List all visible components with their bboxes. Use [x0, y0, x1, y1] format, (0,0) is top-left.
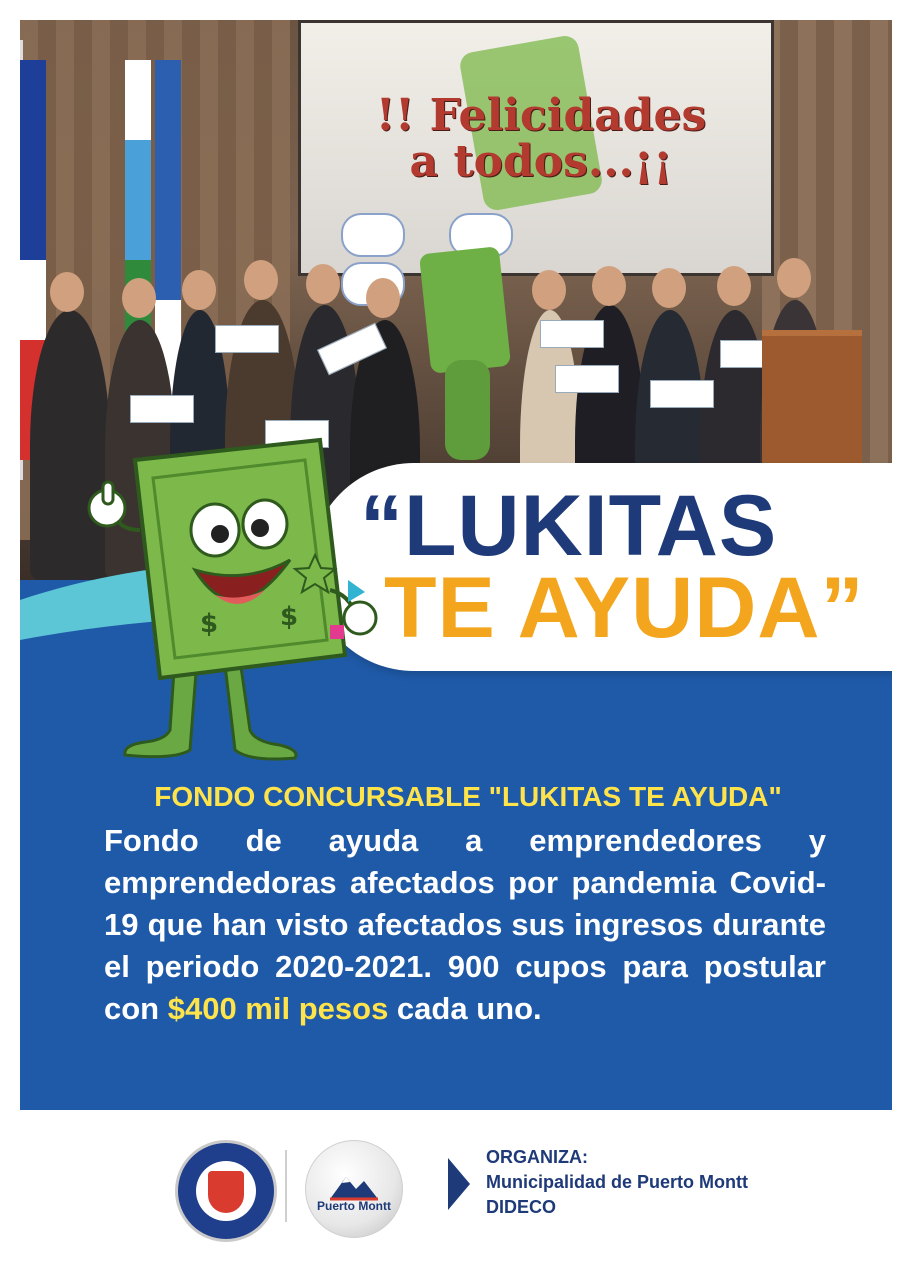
person-head — [182, 270, 216, 310]
headline-line2: TE AYUDA” — [384, 560, 865, 656]
person-head — [532, 270, 566, 310]
organizer-name: Municipalidad de Puerto Montt — [486, 1172, 748, 1192]
certificate — [650, 380, 714, 408]
organizer-department: DIDECO — [486, 1197, 557, 1217]
screen-greeting-line2: a todos...¡¡ — [409, 136, 673, 187]
logo-divider — [285, 1150, 287, 1222]
person-head — [652, 268, 686, 308]
footer — [0, 1120, 912, 1280]
puerto-montt-logo — [305, 1140, 403, 1238]
person-head — [50, 272, 84, 312]
person-head — [717, 266, 751, 306]
municipal-seal-logo — [175, 1140, 277, 1242]
fund-description-text: Fondo de ayuda a emprendedores y emprendedoras afectados por pandemia Covid-19 que han visto afectados sus ingresos durante el periodo 2020-2021. 900 cupos para postular con — [104, 823, 826, 1026]
organizer-block — [486, 1145, 748, 1220]
projection-screen — [298, 20, 774, 276]
certificate — [215, 325, 279, 353]
fund-title: FONDO CONCURSABLE "LUKITAS TE AYUDA" — [154, 781, 782, 812]
svg-text:$: $ — [200, 609, 219, 639]
puerto-montt-logo-label: Puerto Montt — [317, 1199, 391, 1213]
svg-text:$: $ — [280, 602, 299, 632]
person-head — [306, 264, 340, 304]
fund-amount: $400 mil pesos — [167, 991, 389, 1026]
certificate — [555, 365, 619, 393]
headline-banner — [310, 463, 892, 671]
mountain-icon — [328, 1171, 380, 1201]
person-head — [122, 278, 156, 318]
certificate — [130, 395, 194, 423]
mascot-costume-legs — [445, 360, 490, 460]
fund-description-end: cada uno. — [388, 991, 542, 1026]
triangle-arrow-icon — [448, 1158, 470, 1210]
mascot-costume-body — [419, 246, 511, 374]
poster — [20, 20, 892, 1110]
organiza-label: ORGANIZA: — [486, 1147, 588, 1167]
mascot-bill-illustration — [65, 420, 385, 765]
person-head — [777, 258, 811, 298]
fund-description — [104, 820, 826, 1030]
certificate — [540, 320, 604, 348]
headline-line1: “LUKITAS — [360, 478, 778, 574]
screen-greeting-line1: !! Felicidades — [375, 90, 707, 141]
person-head — [592, 266, 626, 306]
person-head — [244, 260, 278, 300]
person-head — [366, 278, 400, 318]
screen-greeting — [341, 90, 741, 187]
mascot-costume — [415, 250, 515, 460]
shield-icon — [208, 1171, 244, 1213]
